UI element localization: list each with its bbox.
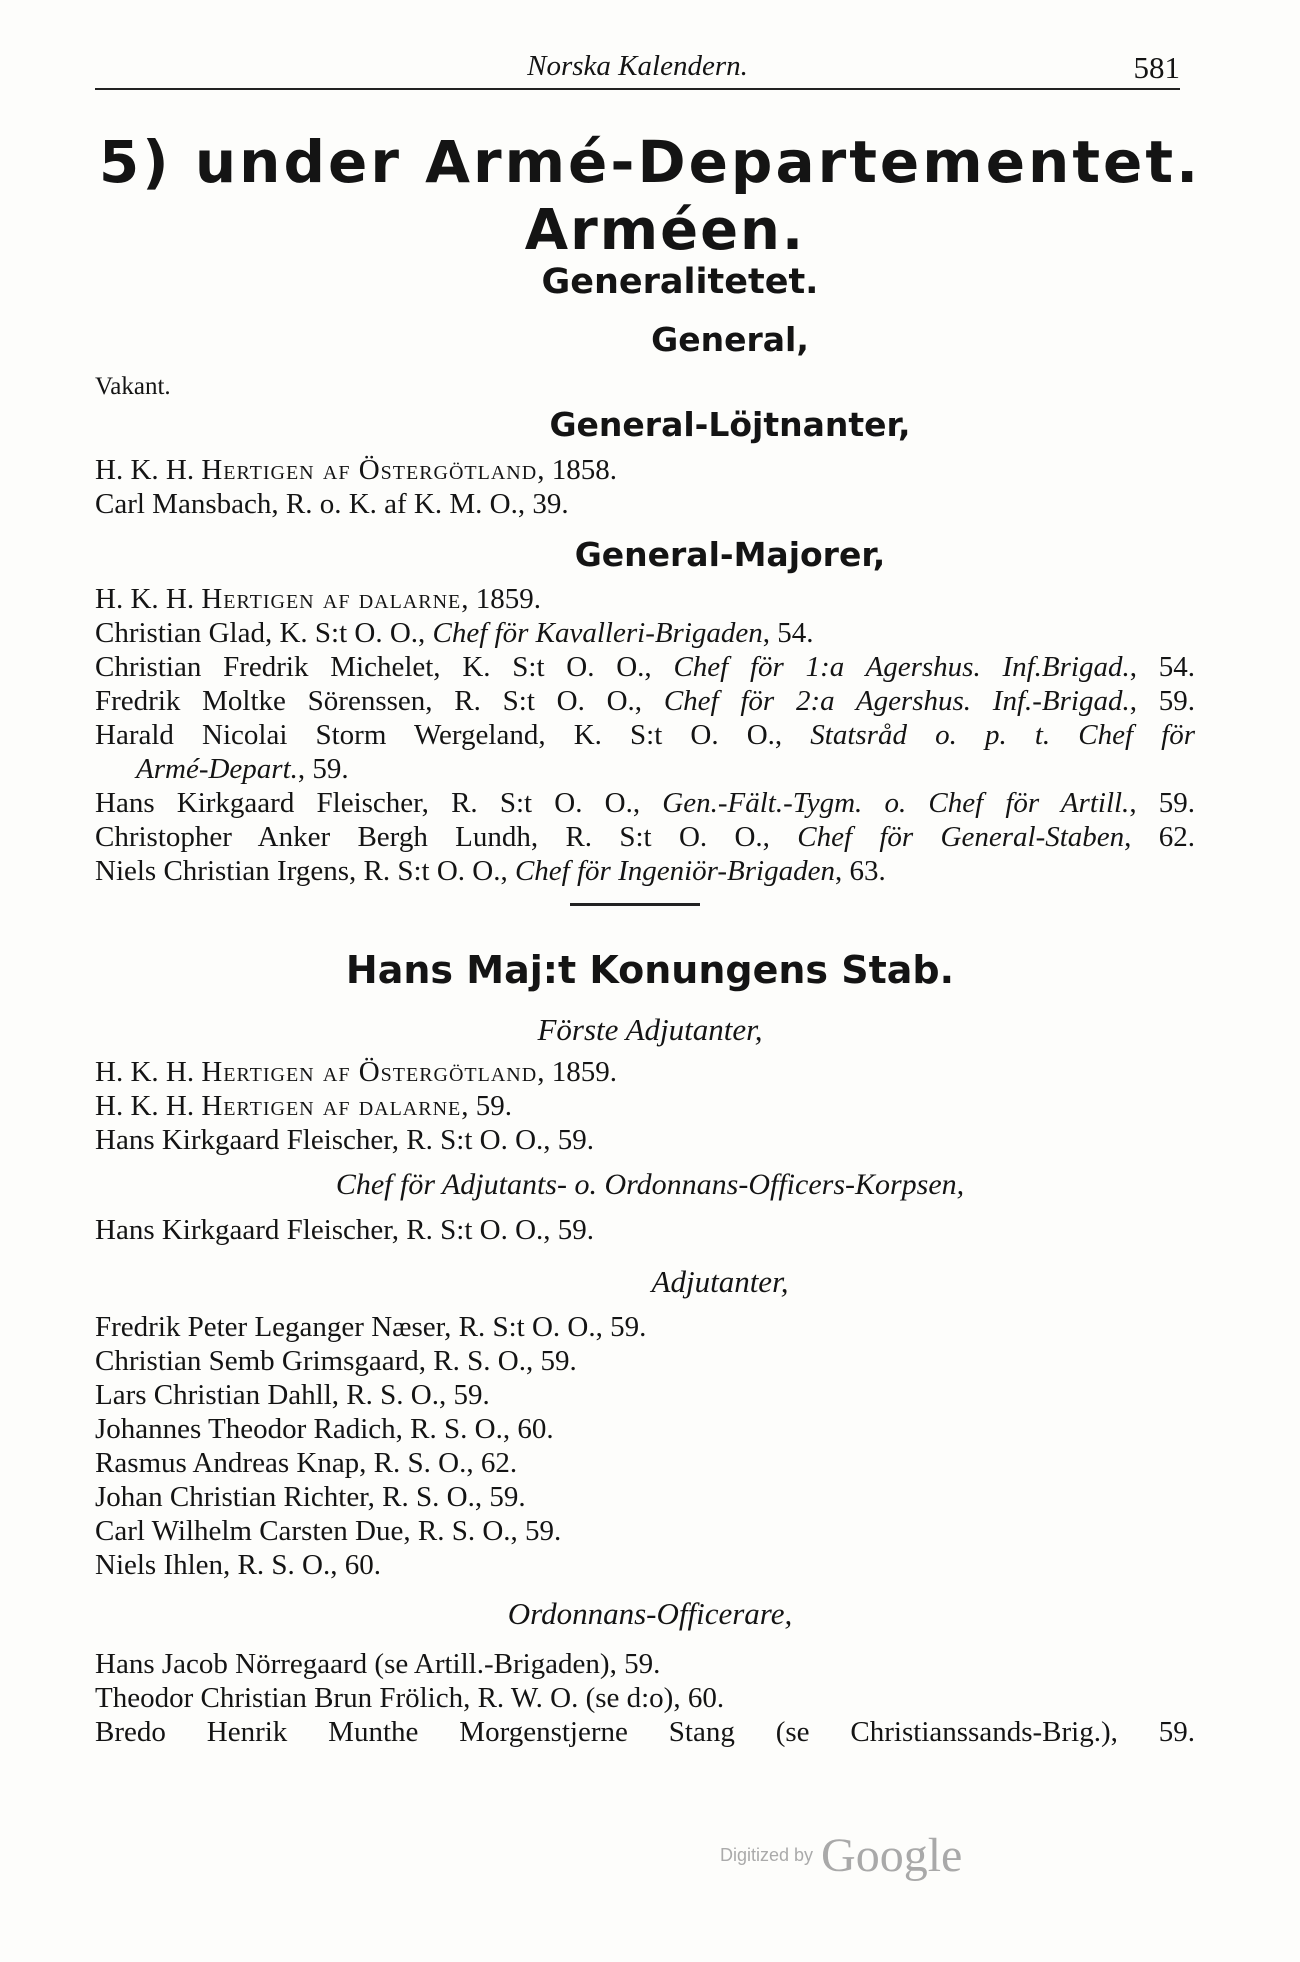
- lojtnant-line-2: Carl Mansbach, R. o. K. af K. M. O., 39.: [95, 488, 569, 520]
- konungens-stab-heading: Hans Maj:t Konungens Stab.: [345, 948, 955, 992]
- digitized-watermark: [720, 1828, 962, 1883]
- major-line-6: Armé-Depart., 59.: [136, 753, 349, 785]
- major-line-5: Harald Nicolai Storm Wergeland, K. S:t O. O., Statsråd o. p. t. Chef för: [95, 719, 1195, 751]
- generalitetet-heading: Generalitetet.: [541, 262, 819, 302]
- adjutanter-heading: Adjutanter,: [651, 1264, 789, 1299]
- forste-line-3: Hans Kirkgaard Fleischer, R. S:t O. O., 59.: [95, 1124, 595, 1156]
- forste-line-2: H. K. H. Hertigen af dalarne, 59.: [95, 1090, 512, 1122]
- ordonnans-heading: Ordonnans-Officerare,: [507, 1596, 793, 1631]
- adjutant-line-7: Carl Wilhelm Carsten Due, R. S. O., 59.: [95, 1515, 562, 1547]
- chef-korpsen-heading: Chef för Adjutants- o. Ordonnans-Officers-Korpsen,: [335, 1168, 965, 1201]
- adjutant-line-4: Johannes Theodor Radich, R. S. O., 60.: [95, 1413, 554, 1445]
- major-line-7: Hans Kirkgaard Fleischer, R. S:t O. O., Gen.-Fält.-Tygm. o. Chef för Artill., 59.: [95, 787, 1195, 819]
- adjutant-line-3: Lars Christian Dahll, R. S. O., 59.: [95, 1379, 490, 1411]
- major-line-9: Niels Christian Irgens, R. S:t O. O., Chef för Ingeniör-Brigaden, 63.: [95, 855, 886, 887]
- page-number: 581: [1133, 50, 1180, 85]
- general-vakant: Vakant.: [95, 373, 171, 400]
- adjutant-line-8: Niels Ihlen, R. S. O., 60.: [95, 1549, 381, 1581]
- running-title: Norska Kalendern.: [527, 50, 748, 82]
- watermark-prefix: Digitized by: [720, 1845, 814, 1865]
- section-divider: [570, 903, 700, 906]
- major-line-4: Fredrik Moltke Sörenssen, R. S:t O. O., Chef för 2:a Agershus. Inf.-Brigad., 59.: [95, 685, 1195, 717]
- running-header: [95, 50, 1180, 90]
- header-rule: [95, 88, 1180, 90]
- adjutant-line-1: Fredrik Peter Leganger Næser, R. S:t O. O., 59.: [95, 1311, 647, 1343]
- lojtnant-line-1: H. K. H. Hertigen af Östergötland, 1858.: [95, 454, 617, 486]
- forste-line-1: H. K. H. Hertigen af Östergötland, 1859.: [95, 1056, 617, 1088]
- chef-korpsen-line-1: Hans Kirkgaard Fleischer, R. S:t O. O., 59.: [95, 1214, 595, 1246]
- adjutant-line-2: Christian Semb Grimsgaard, R. S. O., 59.: [95, 1345, 577, 1377]
- adjutant-line-5: Rasmus Andreas Knap, R. S. O., 62.: [95, 1447, 518, 1479]
- general-lojtnanter-heading: General-Löjtnanter,: [549, 405, 911, 444]
- ordonnans-line-2: Theodor Christian Brun Frölich, R. W. O. (se d:o), 60.: [95, 1682, 725, 1714]
- department-heading: 5) under Armé-Departementet.: [98, 128, 1202, 196]
- major-line-3: Christian Fredrik Michelet, K. S:t O. O., Chef för 1:a Agershus. Inf.Brigad., 54.: [95, 651, 1195, 683]
- major-line-1: H. K. H. Hertigen af dalarne, 1859.: [95, 583, 541, 615]
- adjutant-line-6: Johan Christian Richter, R. S. O., 59.: [95, 1481, 526, 1513]
- watermark-brand: Google: [821, 1829, 963, 1882]
- general-heading: General,: [651, 320, 809, 359]
- armeen-heading: Arméen.: [524, 198, 806, 263]
- ordonnans-line-3: Bredo Henrik Munthe Morgenstjerne Stang (se Christianssands-Brig.), 59.: [95, 1716, 1195, 1748]
- forste-adjutanter-heading: Förste Adjutanter,: [537, 1012, 763, 1047]
- ordonnans-line-1: Hans Jacob Nörregaard (se Artill.-Brigaden), 59.: [95, 1648, 661, 1680]
- major-line-2: Christian Glad, K. S:t O. O., Chef för Kavalleri-Brigaden, 54.: [95, 617, 814, 649]
- general-majorer-heading: General-Majorer,: [574, 535, 886, 574]
- major-line-8: Christopher Anker Bergh Lundh, R. S:t O. O., Chef för General-Staben, 62.: [95, 821, 1196, 853]
- lojtnant-1-title: Hertigen af Östergötland: [201, 454, 538, 486]
